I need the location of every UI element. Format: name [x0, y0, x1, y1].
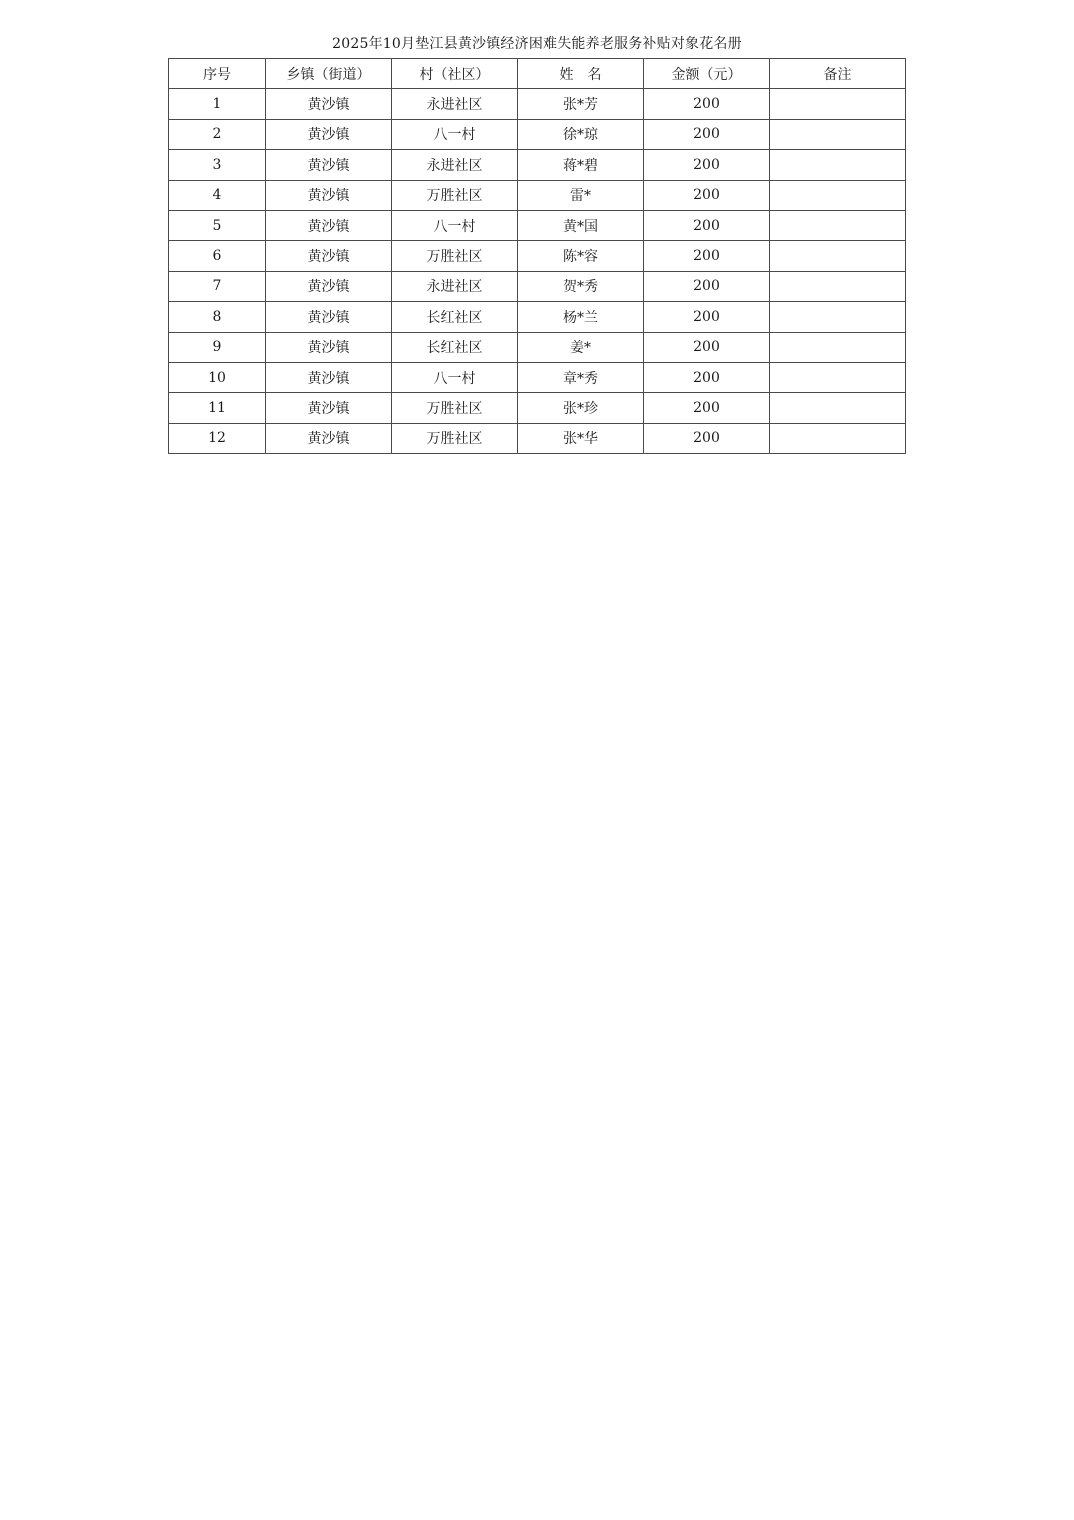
cell-amount: 200: [644, 180, 770, 210]
cell-remarks: [770, 271, 906, 301]
cell-index: 12: [169, 423, 266, 453]
cell-name: 张*芳: [518, 89, 644, 119]
cell-remarks: [770, 302, 906, 332]
cell-amount: 200: [644, 150, 770, 180]
cell-index: 4: [169, 180, 266, 210]
table-row: [169, 119, 906, 149]
cell-amount: 200: [644, 423, 770, 453]
table-row: [169, 89, 906, 119]
table-header-row: [169, 59, 906, 89]
cell-amount: 200: [644, 241, 770, 271]
cell-amount: 200: [644, 302, 770, 332]
cell-name: 杨*兰: [518, 302, 644, 332]
table-row: [169, 423, 906, 453]
cell-village: 万胜社区: [392, 423, 518, 453]
cell-amount: 200: [644, 332, 770, 362]
cell-name: 蒋*碧: [518, 150, 644, 180]
cell-township: 黄沙镇: [266, 302, 392, 332]
table-row: [169, 210, 906, 240]
cell-index: 2: [169, 119, 266, 149]
cell-remarks: [770, 393, 906, 423]
table-row: [169, 362, 906, 392]
table-row: [169, 302, 906, 332]
cell-village: 八一村: [392, 362, 518, 392]
cell-village: 八一村: [392, 119, 518, 149]
cell-amount: 200: [644, 119, 770, 149]
table-row: [169, 332, 906, 362]
cell-name: 雷*: [518, 180, 644, 210]
header-village: 村（社区）: [392, 59, 518, 89]
cell-remarks: [770, 423, 906, 453]
cell-township: 黄沙镇: [266, 423, 392, 453]
cell-village: 长红社区: [392, 332, 518, 362]
cell-remarks: [770, 210, 906, 240]
cell-index: 7: [169, 271, 266, 301]
subsidy-roster-table: [168, 58, 906, 454]
cell-village: 永进社区: [392, 150, 518, 180]
table-row: [169, 150, 906, 180]
cell-remarks: [770, 89, 906, 119]
header-amount: 金额（元）: [644, 59, 770, 89]
cell-index: 1: [169, 89, 266, 119]
cell-township: 黄沙镇: [266, 210, 392, 240]
cell-amount: 200: [644, 362, 770, 392]
cell-index: 5: [169, 210, 266, 240]
cell-index: 11: [169, 393, 266, 423]
document-title: 2025年10月垫江县黄沙镇经济困难失能养老服务补贴对象花名册: [332, 36, 742, 52]
cell-amount: 200: [644, 393, 770, 423]
cell-amount: 200: [644, 89, 770, 119]
cell-name: 黄*国: [518, 210, 644, 240]
cell-name: 张*华: [518, 423, 644, 453]
cell-amount: 200: [644, 271, 770, 301]
table-row: [169, 241, 906, 271]
cell-remarks: [770, 119, 906, 149]
table-row: [169, 393, 906, 423]
cell-township: 黄沙镇: [266, 241, 392, 271]
cell-index: 10: [169, 362, 266, 392]
table-row: [169, 180, 906, 210]
table-row: [169, 271, 906, 301]
cell-name: 陈*容: [518, 241, 644, 271]
cell-index: 9: [169, 332, 266, 362]
cell-village: 永进社区: [392, 89, 518, 119]
cell-township: 黄沙镇: [266, 150, 392, 180]
cell-index: 6: [169, 241, 266, 271]
header-remarks: 备注: [770, 59, 906, 89]
cell-name: 姜*: [518, 332, 644, 362]
cell-name: 徐*琼: [518, 119, 644, 149]
cell-remarks: [770, 180, 906, 210]
cell-name: 张*珍: [518, 393, 644, 423]
cell-remarks: [770, 332, 906, 362]
cell-remarks: [770, 241, 906, 271]
header-index: 序号: [169, 59, 266, 89]
cell-village: 永进社区: [392, 271, 518, 301]
cell-amount: 200: [644, 210, 770, 240]
cell-village: 万胜社区: [392, 180, 518, 210]
cell-remarks: [770, 362, 906, 392]
cell-index: 3: [169, 150, 266, 180]
cell-township: 黄沙镇: [266, 393, 392, 423]
cell-township: 黄沙镇: [266, 119, 392, 149]
cell-remarks: [770, 150, 906, 180]
cell-township: 黄沙镇: [266, 89, 392, 119]
cell-township: 黄沙镇: [266, 180, 392, 210]
cell-township: 黄沙镇: [266, 362, 392, 392]
header-township: 乡镇（街道）: [266, 59, 392, 89]
cell-name: 贺*秀: [518, 271, 644, 301]
cell-village: 八一村: [392, 210, 518, 240]
cell-name: 章*秀: [518, 362, 644, 392]
cell-township: 黄沙镇: [266, 271, 392, 301]
cell-village: 长红社区: [392, 302, 518, 332]
cell-township: 黄沙镇: [266, 332, 392, 362]
cell-village: 万胜社区: [392, 393, 518, 423]
cell-village: 万胜社区: [392, 241, 518, 271]
header-name: 姓 名: [518, 59, 644, 89]
cell-index: 8: [169, 302, 266, 332]
